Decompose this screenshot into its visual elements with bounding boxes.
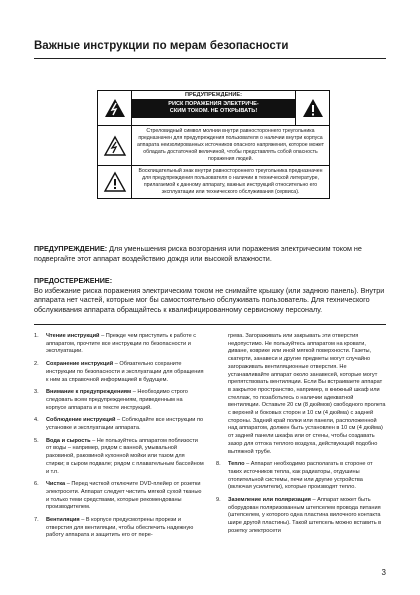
warning-paragraph xyxy=(34,244,386,263)
list-item: 3. Внимание к предупреждениям – Необходимо строго следовать всем предупреждениям, приведенным на корпусе аппарата и в тексте инструкций. xyxy=(34,389,188,411)
lightning-symbol-row xyxy=(98,126,329,166)
caution-text: Во избежание риска поражения электрическим током не снимайте крышку (или заднюю панель). Внутри аппарата нет частей, которые мог бы самостоятельно обслуживать пользователь. Для технического обслуживания аппарата обращайтесь к квалифицированному сервисному персоналу. xyxy=(34,285,385,314)
list-item: 8. Тепло – Аппарат необходимо располагать в стороне от таких источников тепла, как радиаторы, отдушины отопительной системы, печи или другие устройства (включая усилители), которые производят тепло. xyxy=(216,461,373,491)
exclamation-symbol-row xyxy=(98,166,329,198)
list-item: 2. Сохранение инструкций – Обязательно сохраните инструкции по безопасности и эксплуатации для обращения к ним за справочной информацией в будущем. xyxy=(34,361,204,383)
warning-header-line3: СКИМ ТОКОМ. НЕ ОТКРЫВАТЬ! xyxy=(169,108,258,115)
instructions-right-column xyxy=(216,333,386,541)
page-number: 3 xyxy=(381,568,386,577)
caution-heading: ПРЕДОСТЕРЕЖЕНИЕ: xyxy=(34,276,113,285)
warning-header-line2: РИСК ПОРАЖЕНИЯ ЭЛЕКТРИЧЕ- xyxy=(168,101,259,108)
section-rule xyxy=(34,324,386,325)
instructions-left-column xyxy=(34,333,204,545)
list-item: 4. Соблюдение инструкций – Соблюдайте все инструкции по установке и эксплуатации аппарата. xyxy=(34,417,204,432)
list-item: 7. Вентиляция – В корпусе предусмотрены прорези и отверстия для вентиляции, чтобы обеспечить надежную работу аппарата и защитить его от пере- xyxy=(34,517,194,539)
warning-label: ПРЕДУПРЕЖДЕНИЕ: xyxy=(34,244,108,253)
warning-header xyxy=(98,91,329,126)
list-item: 6. Чистка – Перед чисткой отключите DVD-плейер от розетки электросети. Аппарат следует чистить мягкой сухой тканью и только теми средствами, которые рекомендованы производителем. xyxy=(34,481,202,511)
page-title: Важные инструкции по мерам безопасности xyxy=(34,40,289,52)
lightning-triangle-icon xyxy=(98,126,132,165)
safety-symbols-box xyxy=(97,90,330,199)
exclamation-triangle-icon xyxy=(98,166,132,198)
ventilation-continuation: грева. Загораживать или закрывать эти отверстия недопустимо. Не пользуйтесь аппаратом на кровати, диване, коврике или иной мягкой поверхности. Газеты, скатерти, занавеси и другие предметы могут случайно загораживать вентиляционные отверстия. Не устанавливайте аппарат около занавесей, которые могут препятствовать вентиляции. Если Вы встраиваете аппарат в закрытое пространство, например, в книжный шкаф или стеллаж, то позаботьтесь о наличии адекватной вентиляции. Оставьте 20 см (8 дюймов) свободного пролета с верхней и боковых сторон и 10 см (4 дюйма) с задней стороны. Задний край полки или панели, расположенной над аппаратом, должен быть установлен в 10 см (4 дюйма) от задней панели шкафа или от стены, чтобы создавать зазор для оттока теплого воздуха, действующий подобно вытяжной трубе. xyxy=(228,333,386,455)
warning-text: Для уменьшения риска возгорания или поражения электрическим током не подвергайте этот аппарат воздействию дождя или высокой влажности. xyxy=(34,244,362,263)
title-rule xyxy=(34,58,386,59)
list-item: 1. Чтение инструкций – Прежде чем приступить к работе с аппаратом, прочтите все инструкции по безопасности и эксплуатации. xyxy=(34,333,197,355)
warning-header-title: ПРЕДУПРЕЖДЕНИЕ: xyxy=(132,91,295,100)
lightning-description: Стреловидный символ молнии внутри равностороннего треугольника предназначен для предупреждения пользователя о наличии внутри корпуса аппарата неизолированных источников опасного напряжения, которое может обладать достаточной величиной, чтобы представлять собой опасность поражения людей. xyxy=(136,128,325,162)
list-item: 5. Вода и сырость – Не пользуйтесь аппаратом поблизости от воды – например, рядом с ванной, умывальной раковиной, раковиной кухонной мойки или тазом для стирки; в сыром подвале; рядом с плавательным бассейном и т.п. xyxy=(34,437,204,475)
attention-sign-icon xyxy=(295,91,329,125)
exclamation-description: Восклицательный знак внутри равностороннего треугольника предназначен для предупреждения пользователя о наличии в технической литературе, прилагаемой к данному аппарату, важных инструкций относительно его эксплуатации или технического обслуживания (сервиса). xyxy=(138,168,323,195)
list-item: 9. Заземление или поляризация – Аппарат может быть оборудован поляризованным штепселем провода питания (штепселем, у которого одна пластина вилочного контакта шире другой пластины). Такой штепсель можно вставить в розетку электросети xyxy=(216,497,382,534)
hazard-sign-icon xyxy=(98,91,132,125)
caution-paragraph xyxy=(34,276,386,314)
